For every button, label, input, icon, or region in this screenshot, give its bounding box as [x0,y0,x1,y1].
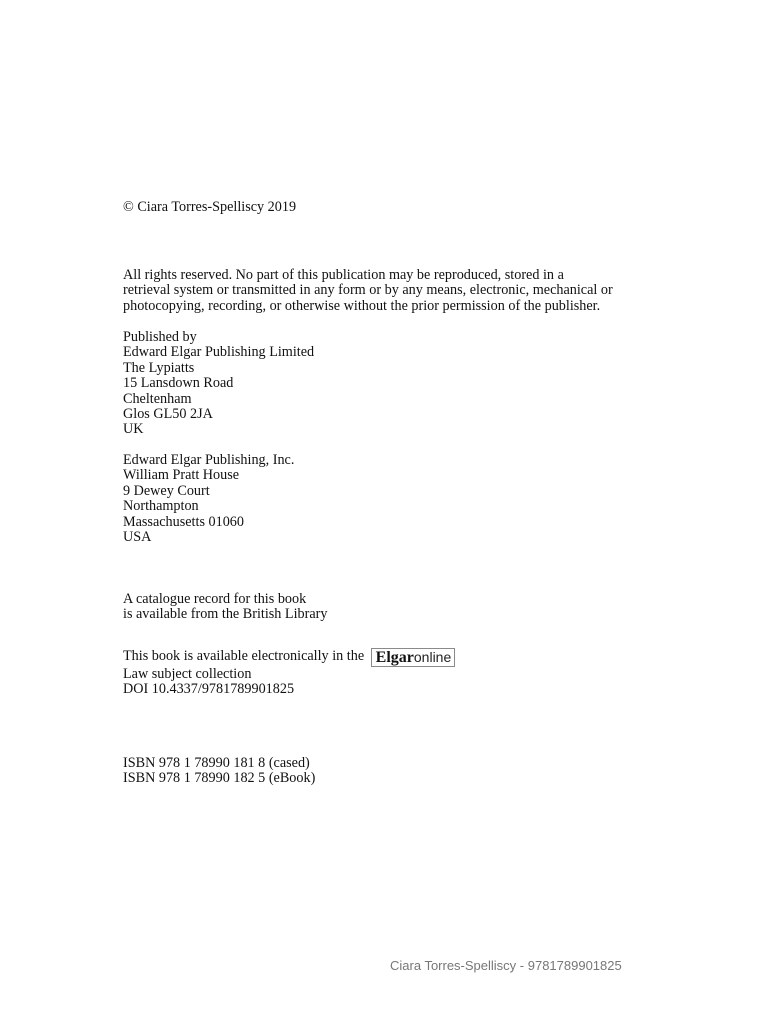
address-line: 15 Lansdown Road [123,375,234,392]
address-line: William Pratt House [123,467,240,484]
rights-statement [123,268,613,314]
uk-publisher-address [123,330,314,438]
rights-line: photocopying, recording, or otherwise without the prior permission of the publisher. [123,297,601,314]
electronic-availability [123,648,455,698]
copyright-line: © Ciara Torres-Spelliscy 2019 [123,199,297,215]
address-line: Massachusetts 01060 [123,513,244,530]
address-line: Glos GL50 2JA [123,406,213,423]
doi-line: DOI 10.4337/9781789901825 [123,681,295,698]
rights-line: retrieval system or transmitted in any form or by any means, electronic, mechanical or [123,282,613,299]
logo-bold-text: Elgar [375,649,414,666]
electronic-intro-line [123,648,455,667]
page-footer: Ciara Torres-Spelliscy - 9781789901825 [390,958,622,973]
elgar-online-logo [371,648,456,667]
address-line: Northampton [123,498,199,515]
electronic-intro: This book is available electronically in the [123,648,365,664]
us-publisher-address [123,453,294,545]
isbn-line: ISBN 978 1 78990 182 5 (eBook) [123,770,316,787]
isbn-line: ISBN 978 1 78990 181 8 (cased) [123,755,310,771]
rights-line: All rights reserved. No part of this publication may be reproduced, stored in a [123,267,564,283]
collection-line: Law subject collection [123,666,252,682]
address-line: 9 Dewey Court [123,482,210,499]
address-line: USA [123,529,152,546]
catalogue-line: A catalogue record for this book [123,591,307,607]
isbn-list [123,756,315,787]
copyright-notice [123,200,296,215]
logo-light-text: online [413,649,452,665]
address-line: Edward Elgar Publishing Limited [123,344,315,361]
address-line: UK [123,421,144,438]
address-line: Edward Elgar Publishing, Inc. [123,452,295,468]
address-line: Cheltenham [123,390,192,407]
address-line: The Lypiatts [123,359,195,376]
address-line: Published by [123,329,197,345]
catalogue-record [123,592,327,623]
catalogue-line: is available from the British Library [123,606,328,623]
